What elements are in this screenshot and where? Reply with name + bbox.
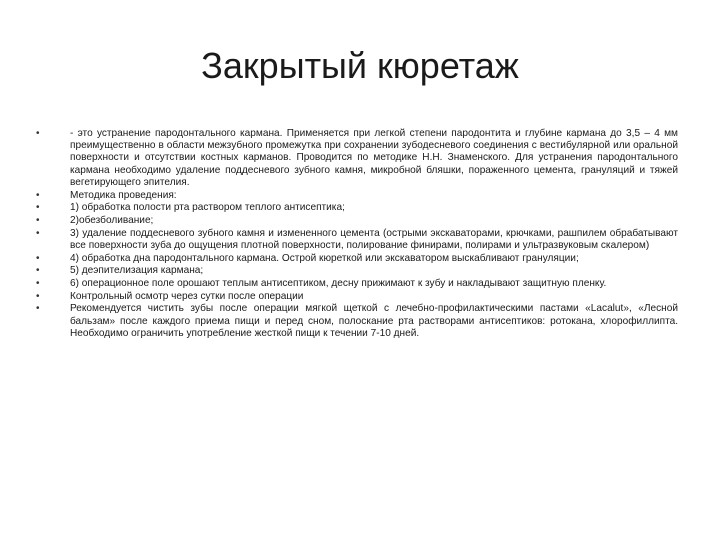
bullet-icon: • [36, 265, 40, 277]
list-item [36, 291, 678, 303]
list-item-text: Рекомендуется чистить зубы после операции мягкой щеткой с лечебно-профилактическими пастами «Lacalut», «Лесной бальзам» после каждого приема пищи и перед сном, полоскание рта растворами антисептиков: ротокана, хлорофиллипта. Необходимо ограничить употребление жесткой пищи к течении 7-10 дней. [70, 303, 678, 339]
list-item-text: Методика проведения: [70, 189, 177, 201]
list-item [36, 202, 678, 214]
bullet-icon: • [36, 189, 40, 201]
bullet-icon: • [36, 303, 40, 315]
list-item [36, 228, 678, 252]
bullet-icon: • [36, 227, 40, 239]
list-item-text: 6) операционное поле орошают теплым антисептиком, десну прижимают к зубу и накладывают защитную пленку. [70, 277, 607, 289]
list-item [36, 253, 678, 265]
list-item [36, 265, 678, 277]
list-item [36, 215, 678, 227]
bullet-icon: • [36, 214, 40, 226]
bullet-icon: • [36, 277, 40, 289]
bullet-icon: • [36, 128, 40, 139]
bullet-icon: • [36, 202, 40, 214]
bullet-icon: • [36, 290, 40, 302]
list-item-text: 2)обезболивание; [70, 214, 154, 226]
bullet-list [36, 128, 678, 340]
list-item-text: 3) удаление поддесневого зубного камня и измененного цемента (острыми экскаваторами, крючками, рашпилем обрабатывают все поверхности зуба до ощущения плотной поверхности, полирование финирами, полирами и ультразвуковым скалером) [70, 227, 678, 251]
list-item [36, 303, 678, 340]
list-item-text: Контрольный осмотр через сутки после операции [70, 290, 304, 302]
list-item-text: 1) обработка полости рта раствором теплого антисептика; [70, 202, 345, 214]
list-item [36, 128, 678, 189]
slide-title: Закрытый кюретаж [201, 45, 519, 86]
list-item [36, 190, 678, 202]
list-item-text: 5) деэпителизация кармана; [70, 265, 204, 277]
list-item-text: - это устранение пародонтального кармана. Применяется при легкой степени пародонтита и глубине кармана до 3,5 – 4 мм преимущественно в области межзубного промежутка при сохранении зубодесневого соединения с вестибулярной или оральной поверхности и отсутствии костных карманов. Проводится по методике Н.Н. Знаменского. Для устранения пародонтального кармана необходимо удаление поддесневого зубного камня, микробной бляшки, пораженного цемента, грануляций и тяжей вегетирующего эпителия. [70, 128, 678, 188]
bullet-icon: • [36, 252, 40, 264]
list-item-text: 4) обработка дна пародонтального кармана. Острой кюреткой или экскаватором выскабливают грануляции; [70, 252, 579, 264]
list-item [36, 278, 678, 290]
